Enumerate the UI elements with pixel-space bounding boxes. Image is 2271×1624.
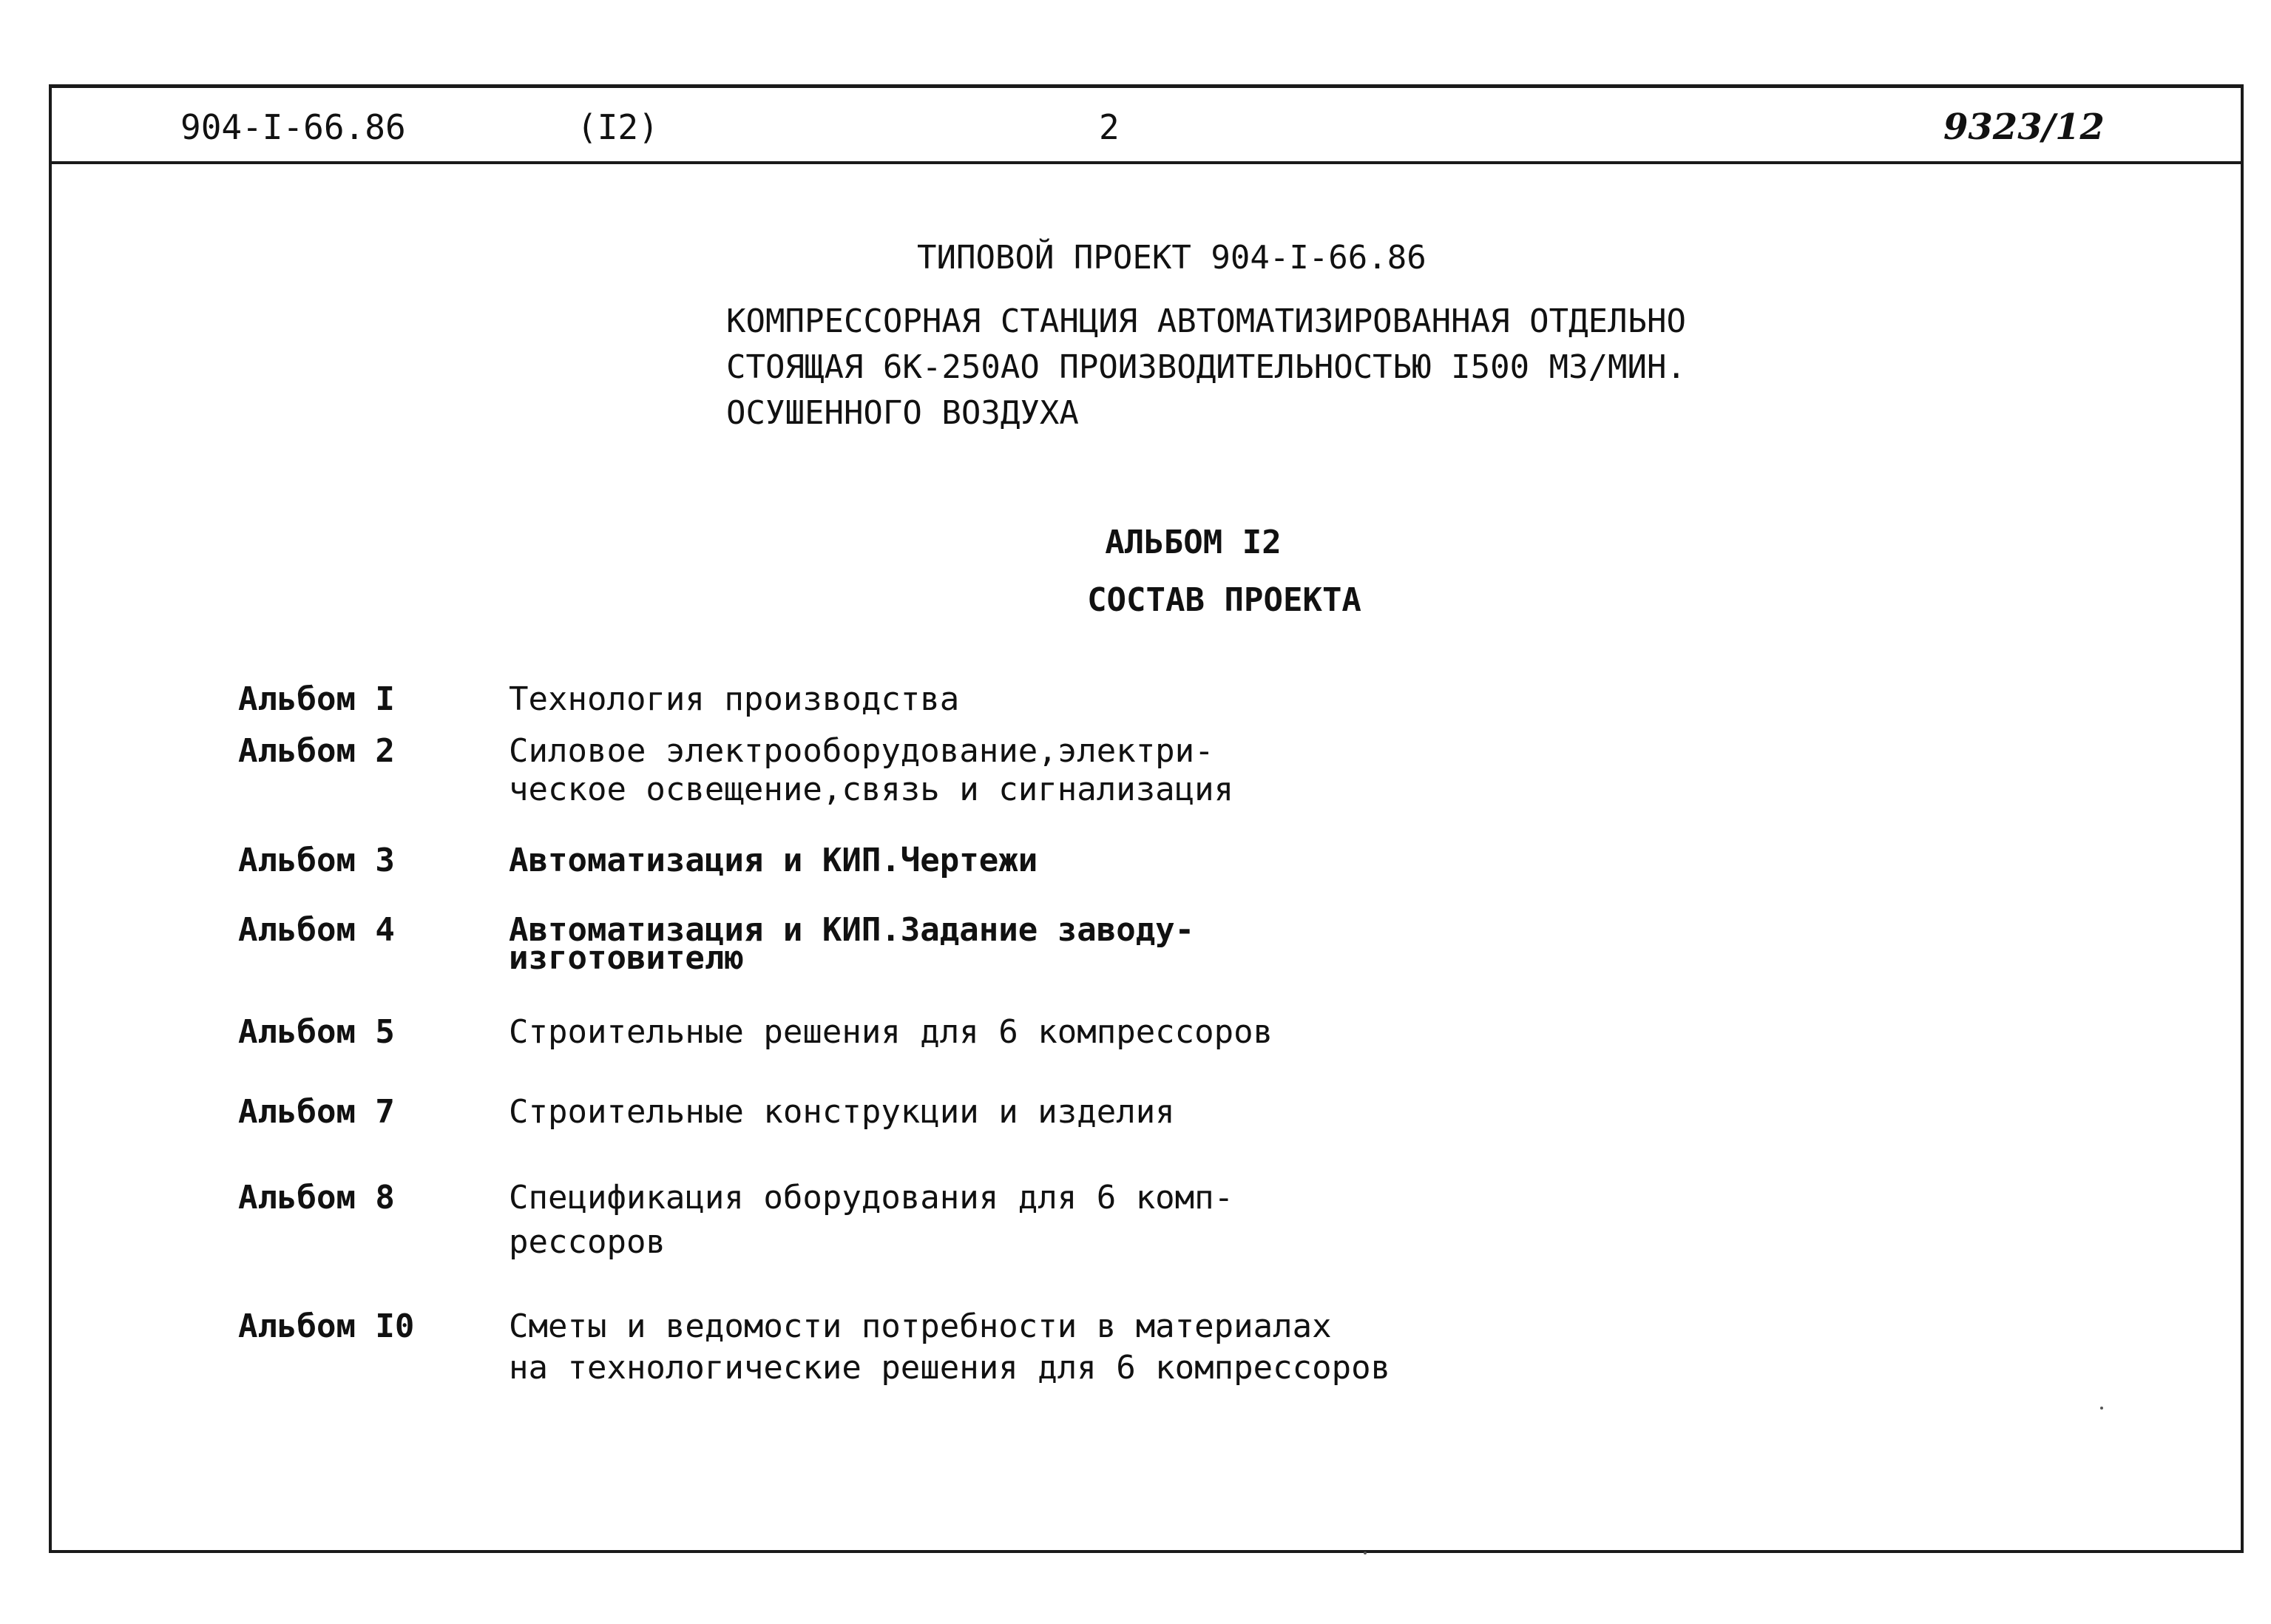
- composition-heading: СОСТАВ ПРОЕКТА: [1087, 581, 1361, 619]
- header-inventory-number: 9323/12: [1943, 106, 2105, 148]
- description-line: КОМПРЕССОРНАЯ СТАНЦИЯ АВТОМАТИЗИРОВАННАЯ ОТДЕЛЬНО: [726, 302, 1687, 340]
- scan-speck: [1364, 1552, 1367, 1554]
- album-description-line: Строительные решения для 6 компрессоров: [509, 1013, 1273, 1051]
- album-label: Альбом 7: [238, 1093, 395, 1131]
- album-description: [509, 842, 1038, 880]
- album-description-line: Автоматизация и КИП.Чертежи: [509, 842, 1038, 879]
- header-page-number: 2: [1099, 107, 1120, 147]
- project-title: ТИПОВОЙ ПРОЕКТ 904-I-66.86: [917, 239, 1426, 277]
- album-label: Альбом 5: [238, 1013, 395, 1051]
- album-description-line: Технология производства: [509, 680, 960, 718]
- description-line: СТОЯЩАЯ 6К-250АО ПРОИЗВОДИТЕЛЬНОСТЬЮ I500 М3/МИН.: [726, 348, 1687, 386]
- album-label: Альбом 8: [238, 1179, 395, 1217]
- album-heading: АЛЬБОМ I2: [1105, 524, 1282, 561]
- project-description: [726, 299, 1686, 436]
- header-project-code: 904-I-66.86: [180, 107, 406, 147]
- album-description-line: Сметы и ведомости потребности в материалах: [509, 1307, 1332, 1345]
- album-description-line: Спецификация оборудования для 6 комп-: [509, 1179, 1234, 1217]
- header-album-number: (I2): [577, 107, 659, 147]
- album-description-line: изготовителю: [509, 939, 744, 977]
- description-line: ОСУШЕННОГО ВОЗДУХА: [726, 394, 1079, 432]
- album-label: Альбом 3: [238, 842, 395, 879]
- album-description: [509, 911, 1194, 978]
- album-description: [509, 1093, 1175, 1131]
- album-description-line: на технологические решения для 6 компрессоров: [509, 1349, 1391, 1387]
- album-description-line: Строительные конструкции и изделия: [509, 1093, 1175, 1131]
- album-label: Альбом I: [238, 680, 395, 718]
- album-label: Альбом 4: [238, 911, 395, 949]
- album-description-line: Силовое электрооборудование,электри-: [509, 732, 1214, 770]
- album-description-line: рессоров: [509, 1223, 666, 1261]
- album-label: Альбом 2: [238, 732, 395, 770]
- album-description: [509, 680, 959, 719]
- album-label: Альбом I0: [238, 1307, 415, 1345]
- header-divider: [49, 161, 2244, 164]
- album-description: [509, 1179, 1233, 1262]
- scan-speck: [2100, 1407, 2103, 1410]
- album-description-line: ческое освещение,связь и сигнализация: [509, 771, 1234, 808]
- album-description: [509, 1307, 1390, 1387]
- album-description-line: Автоматизация и КИП.Задание заводу-: [509, 911, 1195, 949]
- album-description: [509, 1013, 1273, 1052]
- album-description: [509, 732, 1233, 809]
